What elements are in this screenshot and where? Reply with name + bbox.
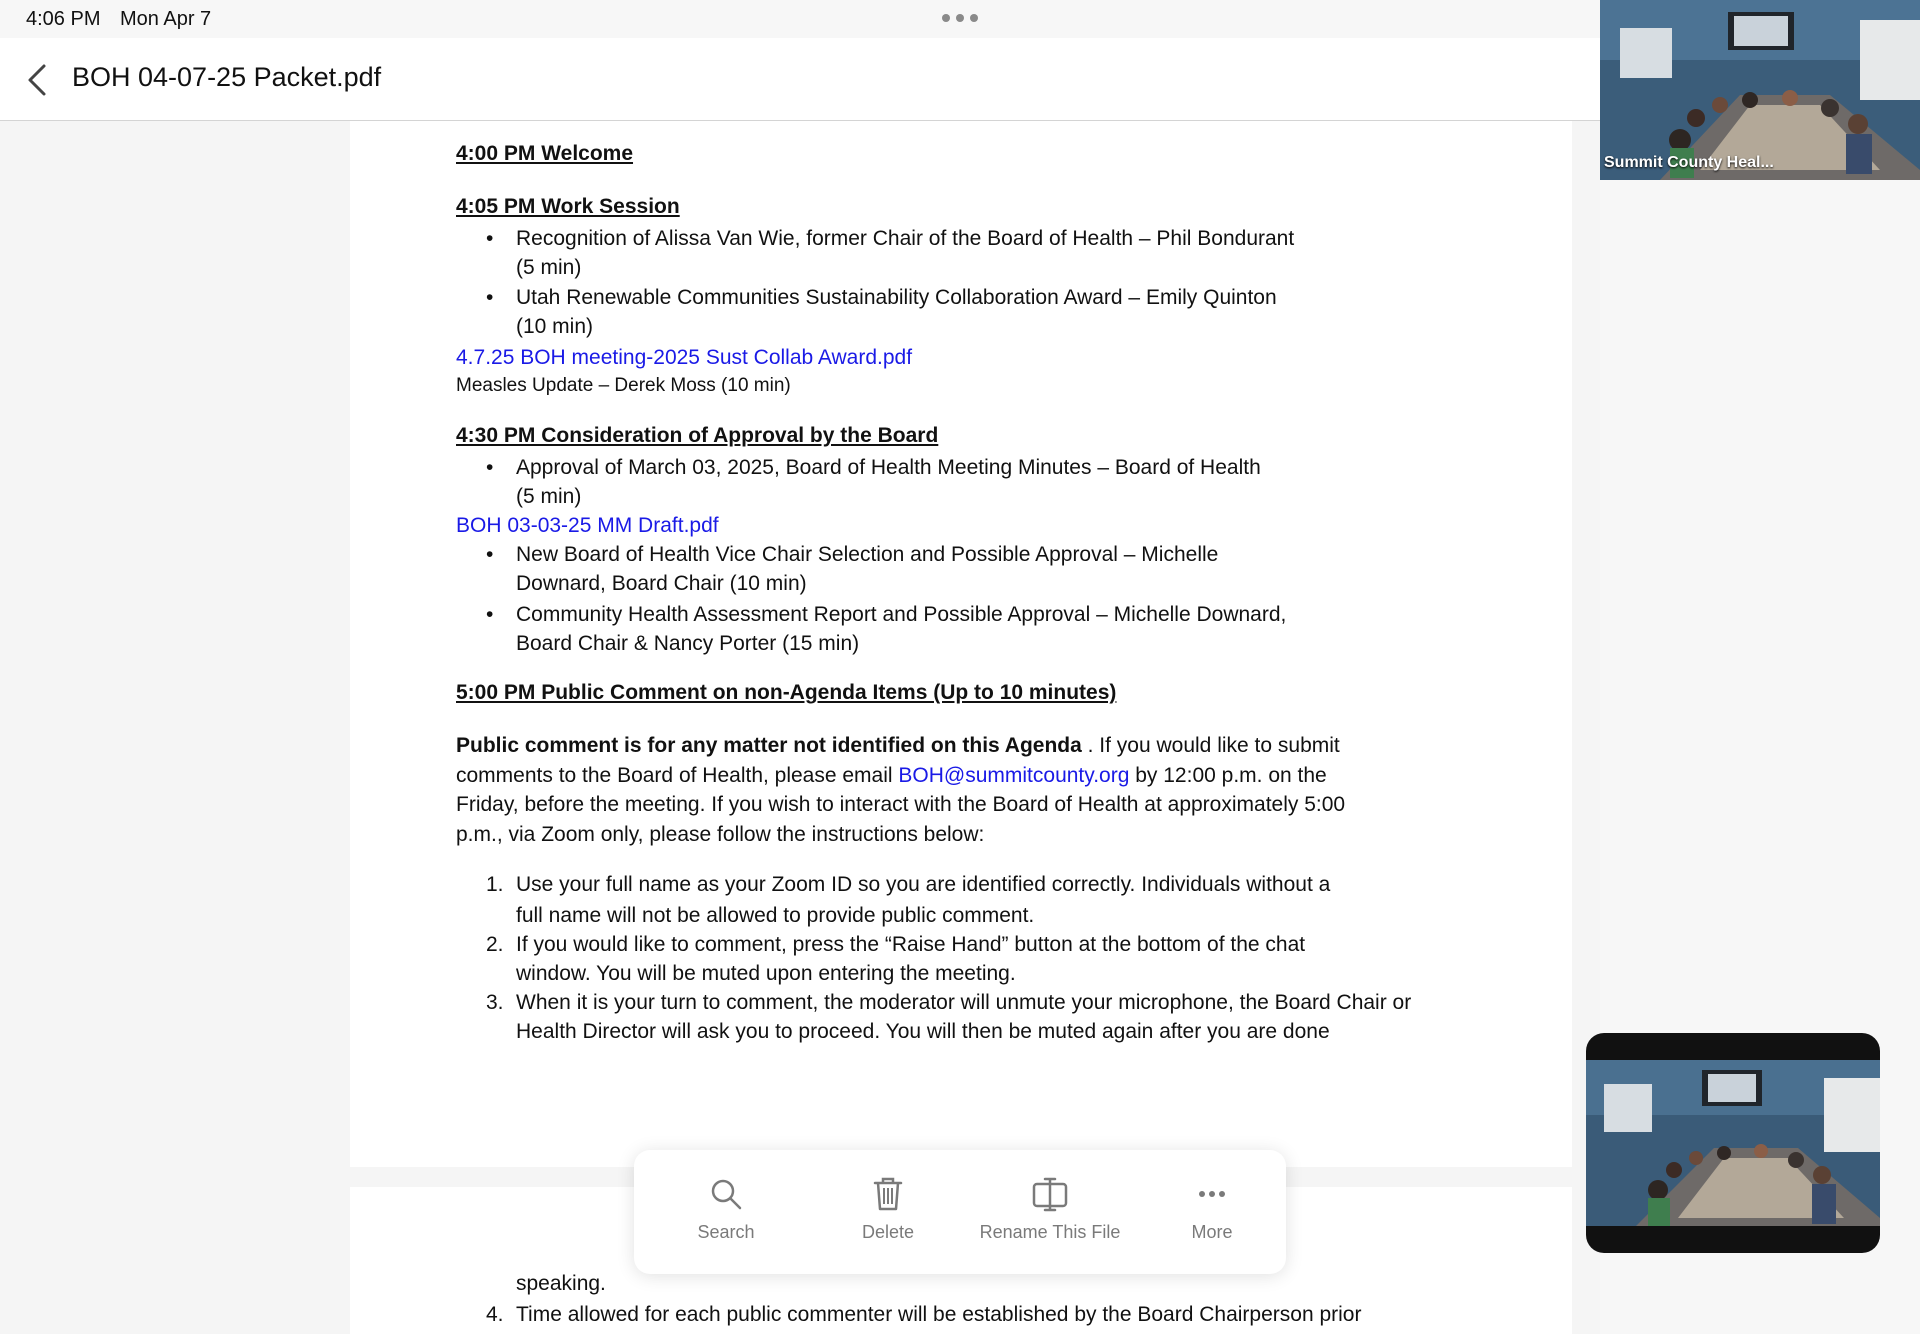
agenda-heading-consideration: 4:30 PM Consideration of Approval by the Board <box>456 424 939 447</box>
paragraph-line <box>456 731 1340 760</box>
list-item-text: Time allowed for each public commenter will be established by the Board Chairperson prior <box>516 1303 1362 1326</box>
bullet-icon: • <box>486 543 494 566</box>
rename-button[interactable] <box>975 1174 1125 1243</box>
bullet-icon: • <box>486 227 494 250</box>
paragraph-text: . If you would like to submit <box>1081 734 1340 757</box>
email-link[interactable]: BOH@summitcounty.org <box>898 764 1130 787</box>
meeting-room-video <box>1586 1060 1880 1226</box>
list-item-text: full name will not be allowed to provide public comment. <box>516 904 1035 927</box>
delete-button[interactable] <box>813 1174 963 1243</box>
agenda-item-text: (10 min) <box>516 315 594 338</box>
agenda-item-text: (5 min) <box>516 256 582 279</box>
list-item-text: window. You will be muted upon entering the meeting. <box>516 962 1016 985</box>
pdf-page <box>350 121 1572 1167</box>
paragraph-line: Friday, before the meeting. If you wish to interact with the Board of Health at approximately 5:00 <box>456 793 1346 816</box>
list-number: 3. <box>486 991 504 1014</box>
agenda-heading-welcome: 4:00 PM Welcome <box>456 142 634 165</box>
paragraph-bold: Public comment is for any matter not identified on this Agenda <box>456 734 1082 757</box>
status-date: Mon Apr 7 <box>120 8 212 30</box>
list-item-text: Use your full name as your Zoom ID so you are identified correctly. Individuals without a <box>516 873 1331 896</box>
list-item-text: speaking. <box>516 1272 606 1295</box>
list-number: 2. <box>486 933 504 956</box>
list-number: 1. <box>486 873 504 896</box>
floating-toolbar <box>634 1150 1286 1274</box>
document-title: BOH 04-07-25 Packet.pdf <box>72 62 382 92</box>
attachment-link[interactable]: 4.7.25 BOH meeting-2025 Sust Collab Award.pdf <box>456 346 913 369</box>
list-item-text: When it is your turn to comment, the moderator will unmute your microphone, the Board Chair or <box>516 991 1412 1014</box>
search-label: Search <box>697 1222 755 1242</box>
attachment-link[interactable]: BOH 03-03-25 MM Draft.pdf <box>456 514 719 537</box>
list-number: 4. <box>486 1303 504 1326</box>
agenda-item-text: Measles Update – Derek Moss (10 min) <box>456 375 791 396</box>
agenda-heading-work-session: 4:05 PM Work Session <box>456 195 680 218</box>
nav-bar <box>0 38 1600 121</box>
meeting-room-video <box>1600 0 1920 180</box>
rename-icon <box>1031 1176 1069 1212</box>
agenda-item-text: Board Chair & Nancy Porter (15 min) <box>516 632 860 655</box>
agenda-item-text: Approval of March 03, 2025, Board of Health Meeting Minutes – Board of Health <box>516 456 1261 479</box>
agenda-item-text: Community Health Assessment Report and Possible Approval – Michelle Downard, <box>516 603 1287 626</box>
paragraph-line: p.m., via Zoom only, please follow the instructions below: <box>456 823 985 846</box>
more-label: More <box>1191 1222 1233 1242</box>
search-icon <box>708 1176 744 1212</box>
back-button[interactable] <box>22 60 52 100</box>
agenda-item-text: New Board of Health Vice Chair Selection and Possible Approval – Michelle <box>516 543 1219 566</box>
status-bar <box>0 0 1600 38</box>
agenda-item-text: Utah Renewable Communities Sustainability Collaboration Award – Emily Quinton <box>516 286 1277 309</box>
agenda-item-text: (5 min) <box>516 485 582 508</box>
pip-label: Summit County Heal... <box>1604 154 1774 171</box>
agenda-heading-public-comment: 5:00 PM Public Comment on non-Agenda Items (Up to 10 minutes) <box>456 681 1117 704</box>
chevron-left-icon <box>22 60 52 100</box>
status-time: 4:06 PM <box>26 8 101 30</box>
ellipsis-icon <box>1194 1176 1230 1212</box>
agenda-item-text: Recognition of Alissa Van Wie, former Chair of the Board of Health – Phil Bondurant <box>516 227 1295 250</box>
trash-icon <box>871 1176 905 1212</box>
multitasking-dots-icon[interactable] <box>942 14 978 22</box>
paragraph-line <box>456 761 1327 790</box>
agenda-item-text: Downard, Board Chair (10 min) <box>516 572 807 595</box>
video-pip-thumbnail[interactable] <box>1600 0 1920 180</box>
list-item-text: If you would like to comment, press the “Raise Hand” button at the bottom of the chat <box>516 933 1306 956</box>
video-pip-window[interactable] <box>1586 1033 1880 1253</box>
bullet-icon: • <box>486 456 494 479</box>
bullet-icon: • <box>486 286 494 309</box>
bullet-icon: • <box>486 603 494 626</box>
delete-label: Delete <box>861 1222 915 1242</box>
list-item-text: Health Director will ask you to proceed. You will then be muted again after you are done <box>516 1020 1330 1043</box>
more-button[interactable] <box>1137 1174 1287 1243</box>
search-button[interactable] <box>651 1174 801 1243</box>
paragraph-text: comments to the Board of Health, please email <box>456 764 899 787</box>
paragraph-text: by 12:00 p.m. on the <box>1129 764 1327 787</box>
rename-label: Rename This File <box>979 1222 1121 1242</box>
